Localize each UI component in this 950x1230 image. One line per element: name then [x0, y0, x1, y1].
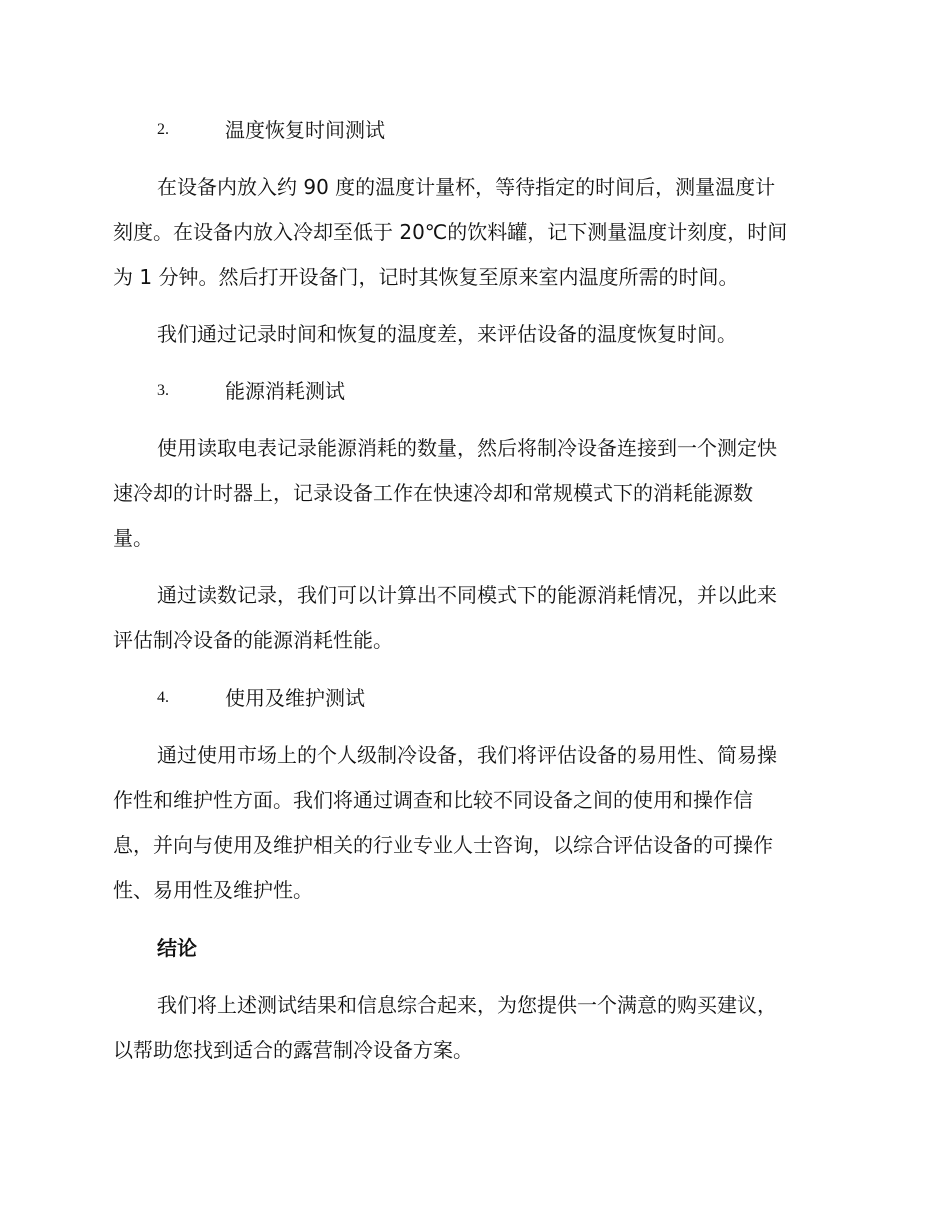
conclusion-heading: 结论 [157, 936, 197, 960]
paragraph-line: 使用读取电表记录能源消耗的数量，然后将制冷设备连接到一个测定快 [157, 436, 777, 460]
paragraph-line: 性、易用性及维护性。 [113, 878, 313, 902]
paragraph-line: 通过使用市场上的个人级制冷设备，我们将评估设备的易用性、简易操 [157, 743, 777, 767]
section-heading: 能源消耗测试 [225, 379, 345, 403]
paragraph-line: 评估制冷设备的能源消耗性能。 [113, 628, 393, 652]
section-heading: 使用及维护测试 [225, 686, 365, 710]
section-number: 3. [157, 382, 169, 399]
section-heading: 温度恢复时间测试 [225, 118, 385, 142]
paragraph-line: 作性和维护性方面。我们将通过调查和比较不同设备之间的使用和操作信 [113, 788, 753, 812]
paragraph-line: 刻度。在设备内放入冷却至低于 20℃的饮料罐，记下测量温度计刻度，时间 [113, 220, 788, 244]
section-number: 4. [157, 689, 169, 706]
paragraph-line: 量。 [113, 526, 153, 550]
section-number: 2. [157, 121, 169, 138]
paragraph-line: 息，并向与使用及维护相关的行业专业人士咨询，以综合评估设备的可操作 [113, 833, 773, 857]
paragraph-line: 我们通过记录时间和恢复的温度差，来评估设备的温度恢复时间。 [157, 322, 737, 346]
paragraph-line: 以帮助您找到适合的露营制冷设备方案。 [113, 1038, 473, 1062]
paragraph-line: 我们将上述测试结果和信息综合起来，为您提供一个满意的购买建议， [157, 993, 777, 1017]
paragraph-line: 速冷却的计时器上，记录设备工作在快速冷却和常规模式下的消耗能源数 [113, 481, 753, 505]
paragraph-line: 为 1 分钟。然后打开设备门，记时其恢复至原来室内温度所需的时间。 [113, 265, 739, 289]
paragraph-line: 在设备内放入约 90 度的温度计量杯，等待指定的时间后，测量温度计 [157, 175, 776, 199]
paragraph-line: 通过读数记录，我们可以计算出不同模式下的能源消耗情况，并以此来 [157, 583, 777, 607]
